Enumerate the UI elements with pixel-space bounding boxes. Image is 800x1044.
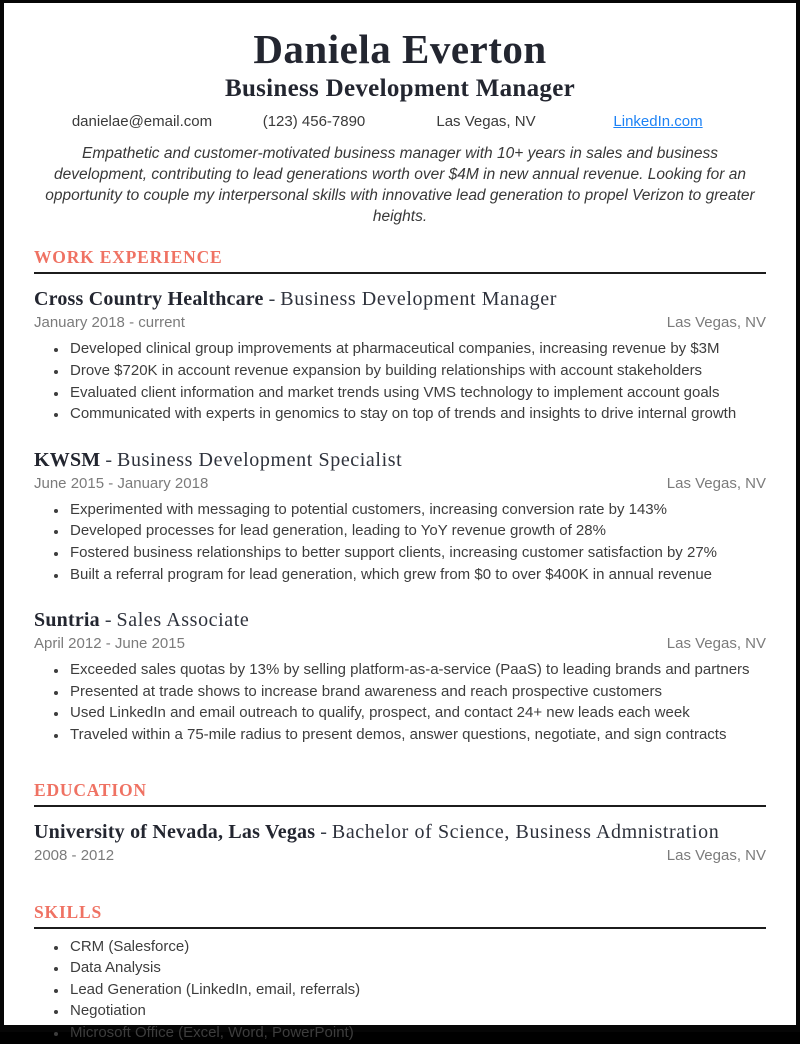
resume-content bbox=[4, 3, 796, 1044]
contact-location: Las Vegas, NV bbox=[436, 113, 536, 131]
skill-item: • Lead Generation (LinkedIn, email, referrals) bbox=[68, 979, 766, 1001]
job-bullet-list bbox=[34, 659, 766, 745]
job-location: Las Vegas, NV bbox=[666, 314, 766, 332]
job-location: Las Vegas, NV bbox=[666, 635, 766, 653]
job-bullet: • Built a referral program for lead generation, which grew from $0 to over $400K in annual revenue bbox=[68, 564, 766, 586]
education-meta-row bbox=[34, 847, 766, 864]
job-title-line bbox=[34, 449, 766, 472]
section-work-experience bbox=[34, 247, 766, 745]
title-separator: - bbox=[104, 609, 112, 632]
skill-item: • CRM (Salesforce) bbox=[68, 936, 766, 958]
job-bullet: • Traveled within a 75-mile radius to present demos, answer questions, negotiate, and sign contracts bbox=[68, 724, 766, 746]
job-title-line bbox=[34, 609, 766, 632]
job-bullet: • Exceeded sales quotas by 13% by selling platform-as-a-service (PaaS) to leading brands and partners bbox=[68, 659, 766, 681]
contact-phone: (123) 456-7890 bbox=[262, 113, 366, 131]
job-dates: June 2015 - January 2018 bbox=[34, 474, 209, 492]
job-bullet: • Used LinkedIn and email outreach to qualify, prospect, and contact 24+ new leads each week bbox=[68, 702, 766, 724]
job-role: Sales Associate bbox=[116, 609, 250, 632]
skill-item: • Negotiation bbox=[68, 1000, 766, 1022]
linkedin-link[interactable]: LinkedIn.com bbox=[613, 113, 703, 131]
job-meta-row bbox=[34, 475, 766, 492]
job-bullet: • Drove $720K in account revenue expansion by building relationships with account stakeholders bbox=[68, 360, 766, 382]
job-entry bbox=[34, 449, 766, 585]
skill-item: • Data Analysis bbox=[68, 957, 766, 979]
job-dates: April 2012 - June 2015 bbox=[34, 635, 185, 653]
job-bullet: • Developed processes for lead generation, leading to YoY revenue growth of 28% bbox=[68, 520, 766, 542]
education-dates: 2008 - 2012 bbox=[34, 846, 115, 864]
job-location: Las Vegas, NV bbox=[666, 474, 766, 492]
skill-item: • Microsoft Office (Excel, Word, PowerPoint) bbox=[68, 1022, 766, 1044]
contact-email: danielae@email.com bbox=[71, 113, 213, 131]
job-bullet: • Developed clinical group improvements at pharmaceutical companies, increasing revenue by $3M bbox=[68, 338, 766, 360]
company-name: KWSM bbox=[34, 448, 101, 471]
skills-list bbox=[34, 936, 766, 1044]
degree-name: Bachelor of Science, Business Admnistration bbox=[331, 820, 720, 843]
job-title-line bbox=[34, 288, 766, 311]
job-role: Business Development Specialist bbox=[117, 448, 403, 471]
candidate-title: Business Development Manager bbox=[224, 75, 576, 103]
job-bullet: • Communicated with experts in genomics to stay on top of trends and insights to drive internal growth bbox=[68, 403, 766, 425]
title-separator: - bbox=[105, 448, 113, 471]
work-experience-heading: WORK EXPERIENCE bbox=[34, 247, 766, 274]
education-title-line bbox=[34, 821, 766, 844]
job-bullet-list bbox=[34, 499, 766, 585]
school-name: University of Nevada, Las Vegas bbox=[34, 820, 316, 843]
job-bullet: • Experimented with messaging to potential customers, increasing conversion rate by 143% bbox=[68, 499, 766, 521]
company-name: Suntria bbox=[34, 609, 100, 632]
education-location: Las Vegas, NV bbox=[666, 846, 766, 864]
summary-paragraph: Empathetic and customer-motivated business manager with 10+ years in sales and business development, contributing to lead generations worth over $4M in new annual revenue. Looking for an opportunity to couple my interpersonal skills with innovative lead generation to propel Verizon to greater heights. bbox=[45, 145, 755, 226]
title-separator: - bbox=[320, 820, 327, 843]
job-meta-row bbox=[34, 314, 766, 331]
company-name: Cross Country Healthcare bbox=[34, 288, 264, 311]
section-education bbox=[34, 780, 766, 864]
candidate-name: Daniela Everton bbox=[253, 26, 547, 72]
section-skills bbox=[34, 902, 766, 1044]
contact-row bbox=[34, 113, 766, 130]
education-heading: EDUCATION bbox=[34, 780, 766, 807]
job-entry bbox=[34, 288, 766, 424]
job-bullet: • Evaluated client information and market trends using VMS technology to implement account goals bbox=[68, 382, 766, 404]
job-bullet: • Presented at trade shows to increase brand awareness and reach prospective customers bbox=[68, 681, 766, 703]
skills-heading: SKILLS bbox=[34, 902, 766, 929]
job-bullet-list bbox=[34, 338, 766, 424]
job-bullet: • Fostered business relationships to better support clients, increasing customer satisfaction by 27% bbox=[68, 542, 766, 564]
job-entry bbox=[34, 609, 766, 745]
job-meta-row bbox=[34, 635, 766, 652]
title-separator: - bbox=[268, 288, 276, 311]
education-entry bbox=[34, 821, 766, 864]
job-dates: January 2018 - current bbox=[34, 314, 185, 332]
job-role: Business Development Manager bbox=[280, 288, 558, 311]
